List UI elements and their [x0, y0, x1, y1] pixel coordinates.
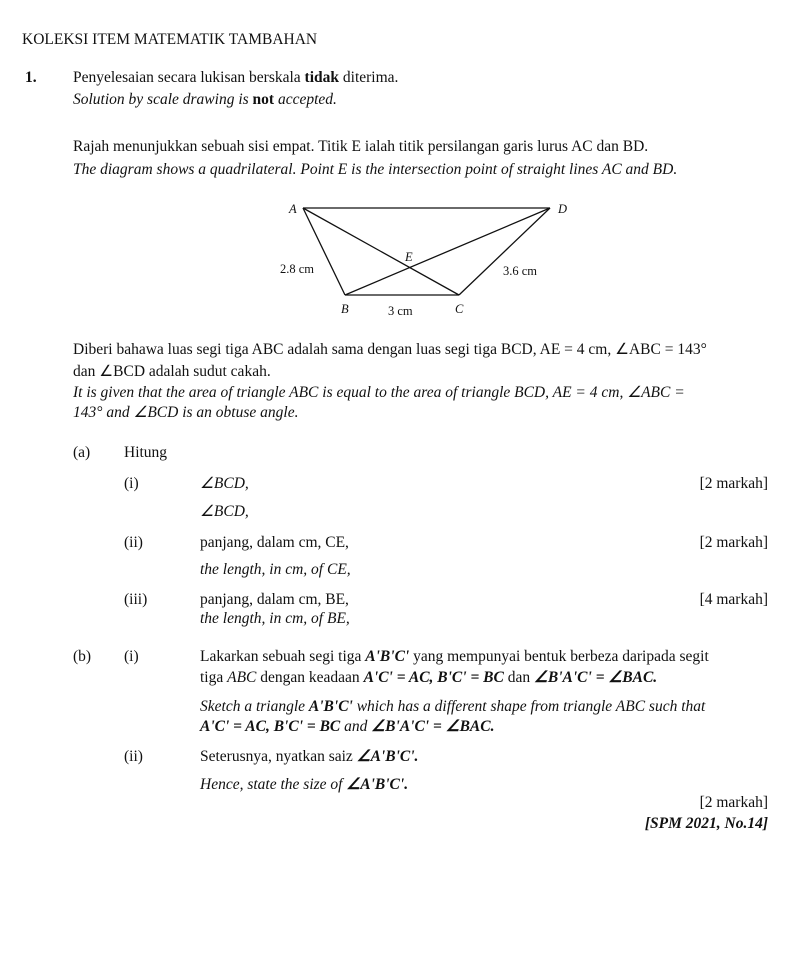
a-iii-marks: [4 markah]	[699, 591, 768, 608]
label-e: E	[405, 250, 413, 264]
given-ms-1: Diberi bahawa luas segi tiga ABC adalah sama dengan luas segi tiga BCD, AE = 4 cm, ∠ABC = 143°	[73, 341, 707, 358]
label-b: B	[341, 302, 349, 316]
b-ii-number: (ii)	[124, 748, 143, 765]
label-bc-length: 3 cm	[388, 304, 413, 318]
intro-ms: Rajah menunjukkan sebuah sisi empat. Titik E ialah titik persilangan garis lurus AC dan BD.	[73, 138, 649, 155]
line-bd	[345, 208, 550, 295]
part-a-label: (a)	[73, 444, 91, 461]
a-i-en: ∠BCD,	[200, 503, 249, 520]
given-en-2: 143° and ∠BCD is an obtuse angle.	[73, 404, 299, 421]
a-ii-marks: [2 markah]	[699, 534, 768, 551]
line-ac	[303, 208, 459, 295]
a-iii-en: the length, in cm, of BE,	[200, 610, 350, 627]
b-i-en-1: Sketch a triangle A'B'C' which has a different shape from triangle ABC such that	[200, 698, 706, 715]
given-en-1: It is given that the area of triangle ABC is equal to the area of triangle BCD, AE = 4 cm, ∠ABC =	[73, 384, 685, 401]
a-ii-number: (ii)	[124, 534, 143, 551]
source-reference: [SPM 2021, No.14]	[644, 815, 768, 832]
b-i-en-2: A'C' = AC, B'C' = BC and ∠B'A'C' = ∠BAC.	[200, 718, 495, 735]
a-iii-number: (iii)	[124, 591, 148, 608]
a-i-number: (i)	[124, 475, 139, 492]
part-a-title: Hitung	[124, 444, 168, 461]
b-ii-en: Hence, state the size of ∠A'B'C'.	[200, 776, 409, 793]
b-i-ms-1: Lakarkan sebuah segi tiga A'B'C' yang mempunyai bentuk berbeza daripada segit	[200, 648, 709, 665]
line-cd	[459, 208, 550, 295]
b-i-number: (i)	[124, 648, 139, 665]
given-ms-2: dan ∠BCD adalah sudut cakah.	[73, 363, 271, 380]
b-ii-ms: Seterusnya, nyatkan saiz ∠A'B'C'.	[200, 748, 419, 765]
question-number: 1.	[25, 69, 37, 86]
a-i-ms: ∠BCD,	[200, 475, 249, 492]
b-marks: [2 markah]	[699, 794, 768, 811]
intro-en: The diagram shows a quadrilateral. Point E is the intersection point of straight lines AC and BD.	[73, 161, 678, 178]
a-ii-en: the length, in cm, of CE,	[200, 561, 351, 578]
instruction-en: Solution by scale drawing is not accepted.	[73, 91, 337, 108]
a-iii-ms: panjang, dalam cm, BE,	[200, 591, 349, 608]
label-a: A	[289, 202, 297, 216]
b-i-ms-2: tiga ABC dengan keadaan A'C' = AC, B'C' = BC dan ∠B'A'C' = ∠BAC.	[200, 669, 658, 686]
a-ii-ms: panjang, dalam cm, CE,	[200, 534, 349, 551]
label-cd-length: 3.6 cm	[503, 264, 538, 278]
header: KOLEKSI ITEM MATEMATIK TAMBAHAN	[22, 31, 318, 48]
a-i-marks: [2 markah]	[699, 475, 768, 492]
label-ab-length: 2.8 cm	[280, 262, 315, 276]
part-b-label: (b)	[73, 648, 92, 665]
label-c: C	[455, 302, 464, 316]
quadrilateral-diagram	[0, 0, 806, 330]
line-ab	[303, 208, 345, 295]
instruction-ms: Penyelesaian secara lukisan berskala tidak diterima.	[73, 69, 399, 86]
label-d: D	[558, 202, 568, 216]
